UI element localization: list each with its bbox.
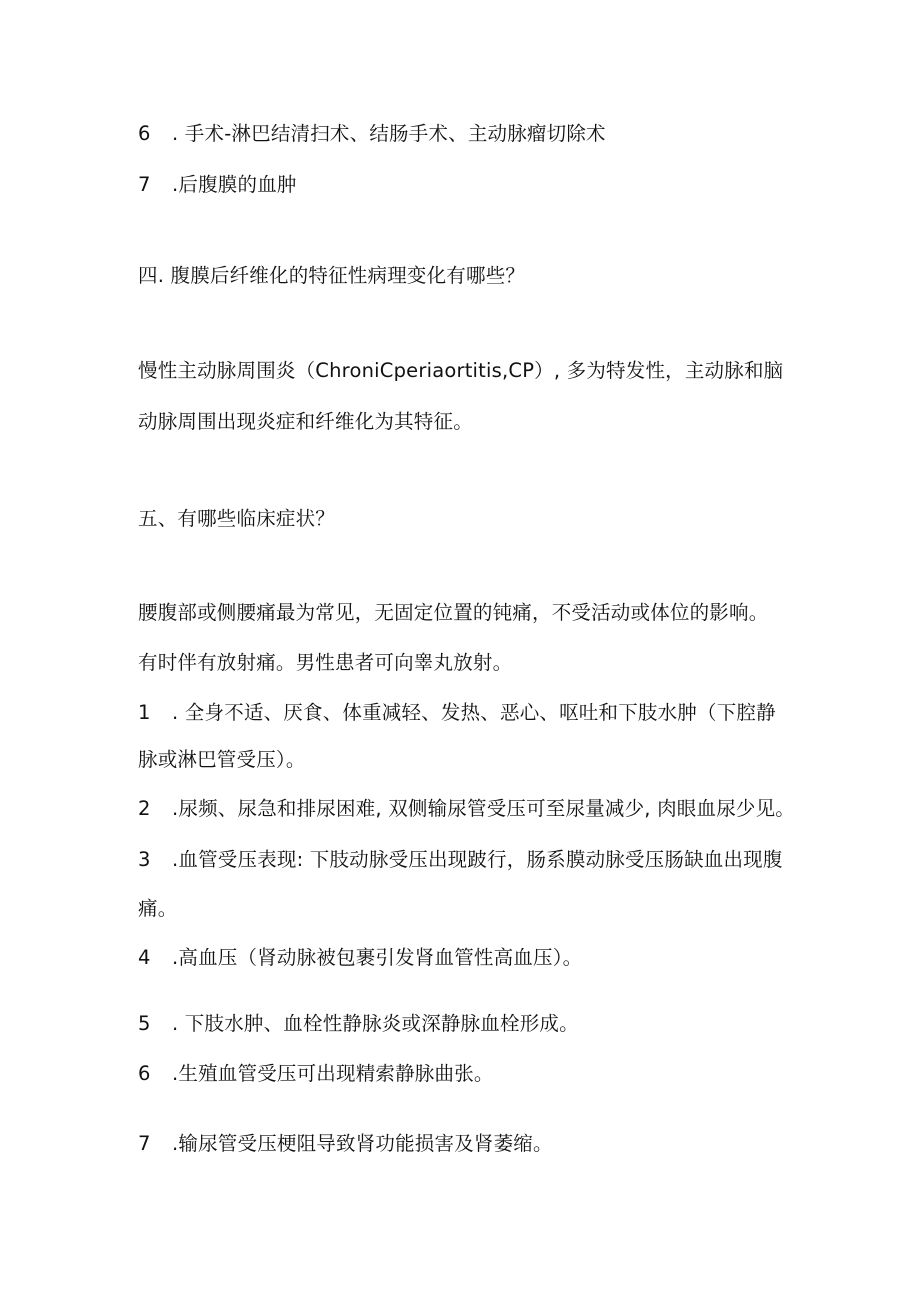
list-item-number: 6 [138, 122, 151, 145]
list-item [138, 846, 783, 874]
list-item [138, 1060, 494, 1088]
list-item-text: .尿频、尿急和排尿困难, 双侧输尿管受压可至尿量减少, 肉眼血尿少见。 [172, 797, 795, 820]
list-item-number: 5 [138, 1012, 151, 1035]
paragraph-line: 慢性主动脉周围炎（ChroniCperiaortitis,CP）, 多为特发性，主动脉和脑 [138, 359, 784, 382]
list-item [138, 171, 297, 199]
section-heading: 五、有哪些临床症状？ [138, 507, 336, 530]
list-item [138, 944, 582, 972]
list-item-text: . 全身不适、厌食、体重减轻、发热、恶心、呕吐和下肢水肿（下腔静 [172, 701, 776, 724]
list-item-continuation: 痛。 [138, 897, 178, 920]
list-item-text: .高血压（肾动脉被包裹引发肾血管性高血压）。 [172, 946, 583, 969]
list-item-number: 7 [138, 173, 151, 196]
list-item-text: .输尿管受压梗阻导致肾功能损害及肾萎缩。 [172, 1132, 553, 1155]
list-item-number: 1 [138, 701, 151, 724]
list-item [138, 795, 795, 823]
list-item-number: 3 [138, 848, 151, 871]
list-item [138, 120, 606, 148]
list-item-number: 6 [138, 1062, 151, 1085]
paragraph-line: 有时伴有放射痛。男性患者可向睾丸放射。 [138, 651, 513, 674]
paragraph-line: 腰腹部或侧腰痛最为常见，无固定位置的钝痛，不受活动或体位的影响。 [138, 601, 769, 624]
list-item-text: .后腹膜的血肿 [172, 173, 297, 196]
list-item [138, 699, 776, 727]
section-heading: 四. 腹膜后纤维化的特征性病理变化有哪些？ [138, 264, 526, 287]
list-item-text: . 下肢水肿、血栓性静脉炎或深静脉血栓形成。 [172, 1012, 579, 1035]
list-item [138, 1130, 553, 1158]
list-item-number: 4 [138, 946, 151, 969]
list-item-continuation: 脉或淋巴管受压）。 [138, 748, 306, 771]
list-item-text: . 手术-淋巴结清扫术、结肠手术、主动脉瘤切除术 [172, 122, 606, 145]
list-item-text: .生殖血管受压可出现精索静脉曲张。 [172, 1062, 494, 1085]
list-item-number: 7 [138, 1132, 151, 1155]
list-item-number: 2 [138, 797, 151, 820]
paragraph-line: 动脉周围出现炎症和纤维化为其特征。 [138, 410, 473, 433]
list-item-text: .血管受压表现: 下肢动脉受压出现跛行，肠系膜动脉受压肠缺血出现腹 [172, 848, 783, 871]
list-item [138, 1010, 579, 1038]
